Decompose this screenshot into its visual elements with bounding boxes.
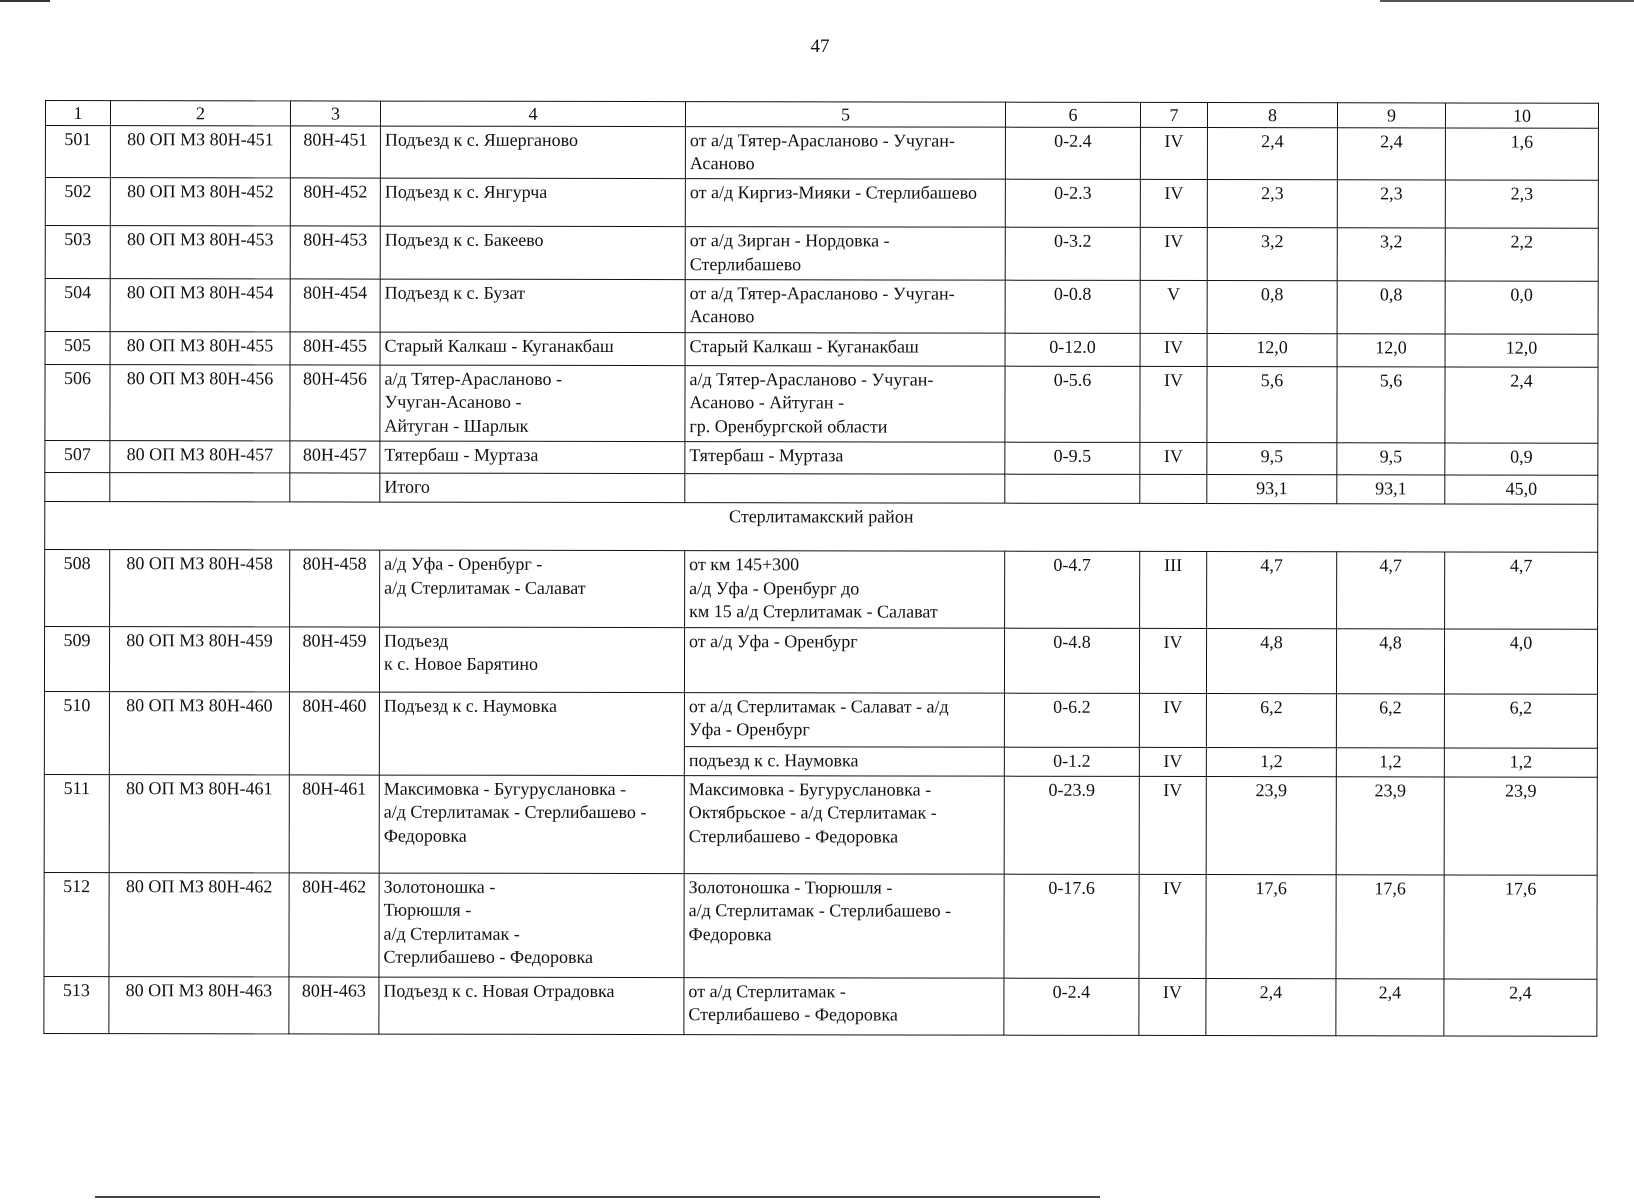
- length-value: 6,2: [1336, 693, 1444, 747]
- table-row: [45, 125, 1598, 180]
- km-range: 0-2.3: [1005, 179, 1140, 227]
- length-value: 2,4: [1206, 978, 1336, 1035]
- km-range: 0-23.9: [1004, 776, 1139, 874]
- road-name-line: а/д Стерлитамак - Стерлибашево -: [383, 801, 647, 823]
- road-route-line: от а/д Стерлитамак -: [688, 981, 846, 1002]
- road-name-line: Тюрюшля -: [383, 899, 472, 921]
- road-route-line: а/д Стерлитамак - Стерлибашево -: [688, 900, 952, 921]
- road-name: [380, 226, 685, 279]
- road-name: [380, 441, 685, 474]
- road-route-line: Асаново: [689, 306, 755, 327]
- road-name: [379, 627, 684, 693]
- length-value: 17,6: [1336, 875, 1444, 979]
- road-number: 80Н-459: [289, 627, 379, 692]
- road-route-line: а/д Уфа - Оренбург до: [689, 577, 860, 599]
- length-value: 2,4: [1444, 979, 1597, 1036]
- scan-edge-line: [95, 1196, 1100, 1198]
- total-label: Итого: [380, 473, 685, 503]
- column-number: 7: [1140, 102, 1207, 127]
- km-range: 0-4.7: [1005, 552, 1140, 628]
- table-row: [44, 774, 1597, 875]
- road-name: [380, 332, 685, 366]
- row-number: 502: [45, 178, 110, 226]
- road-name-line: а/д Тятер-Арасланово -: [384, 368, 563, 389]
- length-value: 4,0: [1444, 629, 1597, 694]
- road-name-line: Подъезд к с. Яшерганово: [384, 129, 579, 150]
- length-value: 2,4: [1207, 127, 1337, 180]
- length-value: 4,7: [1445, 552, 1598, 628]
- road-number: 80Н-462: [289, 873, 379, 977]
- length-value: 2,2: [1445, 228, 1598, 281]
- length-value: 2,3: [1207, 180, 1337, 228]
- road-name-line: Подъезд к с. Наумовка: [383, 695, 557, 716]
- road-name-line: Федоровка: [383, 825, 467, 846]
- road-name-line: Старый Калкаш - Куганакбаш: [384, 335, 614, 356]
- road-id-code: 80 ОП МЗ 80Н-452: [110, 178, 290, 226]
- km-range: 0-17.6: [1004, 874, 1139, 978]
- km-range: 0-2.4: [1004, 978, 1139, 1035]
- road-id-code: 80 ОП МЗ 80Н-460: [109, 691, 289, 775]
- length-value: 12,0: [1337, 334, 1445, 367]
- road-id-code: 80 ОП МЗ 80Н-463: [109, 977, 289, 1034]
- empty-cell: [1005, 474, 1140, 504]
- road-id-code: 80 ОП МЗ 80Н-459: [109, 626, 289, 691]
- road-route-line: от км 145+300: [689, 554, 800, 575]
- road-name: [380, 279, 685, 332]
- length-value: 3,2: [1207, 228, 1337, 281]
- road-category: IV: [1140, 228, 1207, 281]
- road-route-line: Тятербаш - Муртаза: [689, 445, 844, 466]
- road-route-line: Асаново - Айтуган -: [689, 392, 845, 413]
- length-value: 1,2: [1336, 747, 1444, 777]
- length-value: 4,8: [1206, 628, 1336, 693]
- road-category: IV: [1139, 628, 1206, 693]
- length-value: 4,7: [1207, 552, 1337, 628]
- road-category: IV: [1140, 333, 1207, 366]
- length-value: 23,9: [1336, 777, 1444, 875]
- road-route: [684, 627, 1004, 693]
- length-value: 1,6: [1445, 127, 1598, 180]
- road-id-code: 80 ОП МЗ 80Н-451: [110, 125, 290, 178]
- road-name: [380, 126, 685, 179]
- road-name-line: Учуган-Асаново -: [384, 391, 522, 413]
- km-range: 0-6.2: [1004, 693, 1139, 747]
- road-route-line: Максимовка - Бугуруслановка -: [688, 779, 932, 800]
- road-route-line: Стерлибашево - Федоровка: [688, 825, 899, 847]
- table-row: [45, 279, 1598, 334]
- length-value: 4,7: [1337, 552, 1445, 628]
- road-name: [380, 550, 685, 627]
- table-row: [44, 872, 1597, 979]
- empty-cell: [290, 473, 380, 503]
- km-range: 0-9.5: [1005, 442, 1140, 474]
- scan-edge-line: [0, 0, 50, 2]
- road-category: V: [1140, 280, 1207, 333]
- total-value: 45,0: [1445, 475, 1598, 505]
- length-value: 4,8: [1336, 628, 1444, 693]
- road-route-line: от а/д Тятер-Арасланово - Учуган-: [689, 129, 955, 151]
- road-id-code: 80 ОП МЗ 80Н-458: [110, 550, 290, 626]
- km-range: 0-1.2: [1004, 747, 1139, 777]
- length-value: 0,9: [1445, 443, 1598, 475]
- length-value: 5,6: [1337, 367, 1445, 443]
- row-number: 503: [45, 226, 110, 279]
- road-number: 80Н-456: [290, 365, 380, 441]
- row-number: 510: [44, 691, 109, 775]
- length-value: 0,8: [1337, 281, 1445, 334]
- length-value: 5,6: [1207, 366, 1337, 442]
- road-route-line: от а/д Уфа - Оренбург: [689, 630, 858, 651]
- road-route-line: гр. Оренбургской области: [689, 415, 888, 437]
- length-value: 23,9: [1444, 777, 1597, 875]
- road-name-line: Максимовка - Бугуруслановка -: [383, 778, 627, 799]
- length-value: 2,3: [1445, 180, 1598, 228]
- length-value: 2,4: [1336, 979, 1444, 1036]
- empty-cell: [685, 474, 1005, 504]
- road-route-line: а/д Тятер-Арасланово - Учуган-: [689, 368, 934, 390]
- road-category: IV: [1139, 874, 1206, 978]
- road-category: IV: [1140, 180, 1207, 228]
- section-title: Стерлитамакский район: [45, 502, 1598, 553]
- road-name-line: а/д Стерлитамак -: [383, 923, 520, 944]
- total-value: 93,1: [1207, 475, 1337, 505]
- road-route-line: от а/д Киргиз-Мияки - Стерлибашево: [689, 182, 978, 203]
- column-number: 3: [290, 101, 380, 126]
- road-category: IV: [1139, 978, 1206, 1035]
- road-category: IV: [1140, 127, 1207, 180]
- row-number: 501: [45, 125, 110, 178]
- column-number: 4: [380, 101, 685, 126]
- road-name-line: Подъезд к с. Бузат: [384, 282, 525, 303]
- row-number: 513: [44, 976, 109, 1033]
- road-name: [379, 873, 684, 978]
- road-route: [684, 978, 1004, 1036]
- road-name: [379, 692, 684, 776]
- total-value: 93,1: [1337, 475, 1445, 505]
- road-category: III: [1140, 552, 1207, 628]
- road-route-line: Стерлибашево - Федоровка: [688, 1004, 898, 1025]
- road-number: 80Н-463: [289, 977, 379, 1034]
- row-number: 506: [45, 364, 110, 440]
- road-number: 80Н-452: [290, 178, 380, 226]
- km-range: 0-12.0: [1005, 333, 1140, 366]
- table-row: [44, 976, 1597, 1036]
- road-id-code: 80 ОП МЗ 80Н-455: [110, 331, 290, 364]
- road-name-line: Подъезд к с. Новая Отрадовка: [383, 980, 615, 1001]
- road-route: [685, 179, 1005, 228]
- road-number: 80Н-461: [289, 775, 379, 873]
- road-route: [685, 365, 1005, 442]
- road-name-line: Золотоношка -: [383, 876, 496, 897]
- road-category: IV: [1139, 776, 1206, 874]
- km-range: 0-3.2: [1005, 227, 1140, 280]
- length-value: 23,9: [1206, 776, 1336, 874]
- road-category: IV: [1139, 747, 1206, 777]
- road-category: IV: [1140, 442, 1207, 474]
- road-name: [380, 178, 685, 227]
- road-route: [685, 332, 1005, 366]
- roads-table: [43, 100, 1599, 1037]
- section-row: [45, 502, 1598, 553]
- table-row: [45, 226, 1598, 281]
- road-name: [379, 775, 684, 874]
- road-id-code: 80 ОП МЗ 80Н-462: [109, 873, 289, 977]
- road-name-line: а/д Уфа - Оренбург -: [384, 553, 543, 575]
- road-id-code: 80 ОП МЗ 80Н-454: [110, 279, 290, 332]
- road-route: [684, 874, 1004, 979]
- road-name-line: Тятербаш - Муртаза: [384, 444, 539, 465]
- road-name-line: Подъезд к с. Бакеево: [384, 229, 544, 251]
- road-category: IV: [1140, 366, 1207, 442]
- column-numbers-row: [45, 101, 1598, 128]
- road-name-line: Айтуган - Шарлык: [384, 415, 529, 436]
- table-row: [45, 364, 1598, 443]
- row-number: 507: [45, 441, 110, 473]
- length-value: 1,2: [1206, 747, 1336, 777]
- length-value: 17,6: [1206, 874, 1336, 978]
- length-value: 12,0: [1207, 333, 1337, 366]
- column-number: 9: [1337, 103, 1445, 128]
- table-row: [45, 550, 1598, 629]
- road-route-line: Старый Калкаш - Куганакбаш: [689, 335, 919, 357]
- road-route-line: Федоровка: [688, 923, 772, 945]
- row-number: 505: [45, 331, 110, 364]
- column-number: 5: [685, 102, 1005, 127]
- road-number: 80Н-455: [290, 332, 380, 365]
- length-value: 2,4: [1337, 127, 1445, 180]
- length-value: 0,0: [1445, 281, 1598, 334]
- scan-edge-line: [1380, 0, 1634, 2]
- length-value: 6,2: [1206, 693, 1336, 747]
- road-route: [684, 692, 1004, 747]
- road-route-line: от а/д Стерлитамак - Салават - а/д: [688, 695, 949, 717]
- column-number: 10: [1445, 103, 1598, 128]
- empty-cell: [1140, 474, 1207, 504]
- km-range: 0-2.4: [1005, 127, 1140, 180]
- road-route-line: от а/д Зирган - Нордовка -: [689, 230, 890, 251]
- table-row: [44, 626, 1597, 694]
- row-number: 508: [45, 550, 110, 626]
- total-row: [45, 473, 1598, 505]
- road-route: [685, 280, 1005, 333]
- row-number: 512: [44, 872, 109, 976]
- empty-cell: [45, 473, 110, 503]
- road-route-line: Уфа - Оренбург: [688, 719, 810, 740]
- road-route-line: подъезд к с. Наумовка: [688, 749, 859, 770]
- road-number: 80Н-460: [289, 692, 379, 776]
- road-id-code: 80 ОП МЗ 80Н-453: [110, 226, 290, 279]
- road-route-line: Золотоношка - Тюрюшля -: [688, 877, 893, 898]
- km-range: 0-0.8: [1005, 280, 1140, 333]
- road-id-code: 80 ОП МЗ 80Н-456: [110, 364, 290, 440]
- length-value: 17,6: [1444, 875, 1597, 979]
- road-name: [380, 365, 685, 442]
- road-name: [379, 977, 684, 1035]
- road-name-line: Подъезд: [384, 630, 449, 651]
- road-number: 80Н-451: [290, 125, 380, 178]
- row-number: 504: [45, 279, 110, 332]
- length-value: 9,5: [1207, 443, 1337, 475]
- road-route-line: Асаново: [689, 153, 755, 174]
- table-row: [44, 691, 1597, 748]
- column-number: 2: [110, 101, 290, 126]
- road-route-line: от а/д Тятер-Арасланово - Учуган-: [689, 283, 955, 304]
- road-route: [685, 227, 1005, 280]
- table-row: [45, 331, 1598, 367]
- length-value: 2,4: [1445, 367, 1598, 443]
- length-value: 9,5: [1337, 443, 1445, 475]
- road-name-line: Стерлибашево - Федоровка: [383, 946, 593, 968]
- road-number: 80Н-454: [290, 279, 380, 332]
- row-number: 511: [44, 774, 109, 872]
- road-route: [684, 746, 1004, 776]
- column-number: 6: [1005, 102, 1140, 127]
- road-id-code: 80 ОП МЗ 80Н-457: [110, 441, 290, 473]
- road-id-code: 80 ОП МЗ 80Н-461: [109, 775, 289, 873]
- length-value: 0,8: [1207, 281, 1337, 334]
- length-value: 6,2: [1444, 694, 1597, 748]
- length-value: 3,2: [1337, 228, 1445, 281]
- table-row: [45, 441, 1598, 476]
- road-route: [685, 442, 1005, 475]
- km-range: 0-4.8: [1004, 628, 1139, 693]
- road-name-line: к с. Новое Барятино: [383, 653, 539, 674]
- road-route: [685, 126, 1005, 179]
- length-value: 2,3: [1337, 180, 1445, 228]
- column-number: 1: [45, 101, 110, 126]
- road-number: 80Н-458: [290, 550, 380, 626]
- empty-cell: [110, 473, 290, 503]
- road-route-line: Стерлибашево: [689, 253, 802, 274]
- road-route-line: км 15 а/д Стерлитамак - Салават: [689, 601, 938, 622]
- road-number: 80Н-453: [290, 226, 380, 279]
- road-number: 80Н-457: [290, 441, 380, 473]
- road-route: [685, 551, 1005, 628]
- road-route: [684, 776, 1004, 875]
- column-number: 8: [1207, 103, 1337, 128]
- road-name-line: Подъезд к с. Янгурча: [384, 181, 548, 203]
- road-name-line: а/д Стерлитамак - Салават: [384, 577, 586, 598]
- km-range: 0-5.6: [1005, 366, 1140, 442]
- length-value: 12,0: [1445, 334, 1598, 367]
- page-number: 47: [810, 36, 830, 57]
- row-number: 509: [44, 626, 109, 691]
- road-category: IV: [1139, 693, 1206, 747]
- road-route-line: Октябрьское - а/д Стерлитамак -: [688, 802, 937, 823]
- length-value: 1,2: [1444, 748, 1597, 778]
- table-row: [45, 178, 1598, 229]
